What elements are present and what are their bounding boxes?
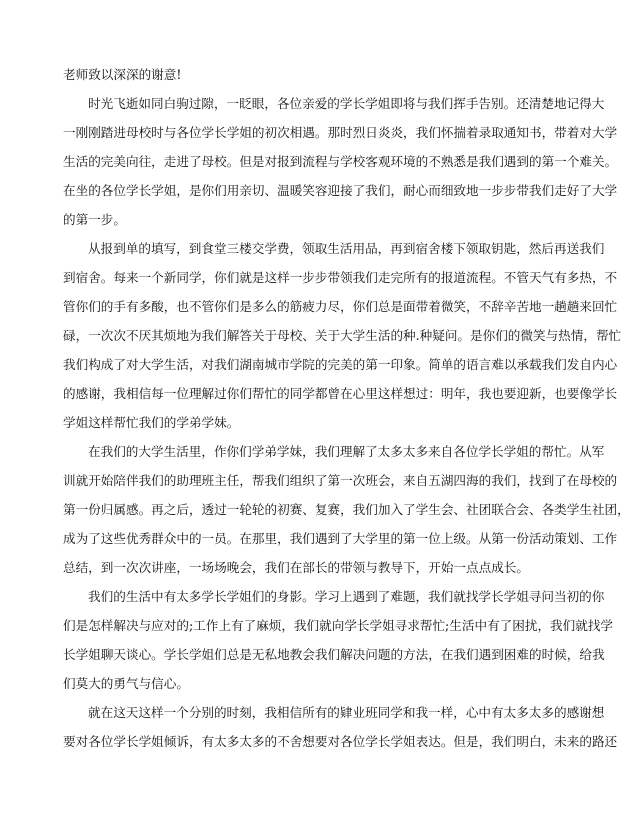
text-line: 管你们的手有多酸，也不管你们是多么的筋疲力尽，你们总是面带着微笑，不辞辛苦地一趟趟来回忙: [63, 299, 618, 314]
text-line: 碌，一次次不厌其烦地为我们解答关于母校、关于大学生活的种.种疑问。是你们的微笑与热情，帮忙: [63, 328, 622, 343]
text-line: 生活的完美向往，走进了母校。但是对报到流程与学校客观环境的不熟悉是我们遇到的第一个难关。: [63, 154, 618, 169]
paragraph-first-line: 就在这天这样一个分别的时刻，我相信所有的肄业班同学和我一样，心中有太多太多的感谢想: [88, 705, 605, 720]
paragraph-first-line: 时光飞逝如同白驹过隙，一眨眼，各位亲爱的学长学姐即将与我们挥手告别。还清楚地记得大: [88, 96, 605, 111]
paragraph-first-line: 我们的生活中有太多学长学姐们的身影。学习上遇到了难题，我们就找学长学姐寻问当初的你: [88, 589, 605, 604]
text-line: 们莫大的勇气与信心。: [63, 676, 189, 691]
text-line: 成为了这些优秀群众中的一员。在那里，我们遇到了大学里的第一位上级。从第一份活动策划、工作: [63, 531, 618, 546]
text-line: 们是怎样解决与应对的;工作上有了麻烦，我们就向学长学姐寻求帮忙;生活中有了困扰，我们就找学: [63, 618, 614, 633]
text-line: 总结，到一次次讲座，一场场晚会，我们在部长的带领与教导下，开始一点点成长。: [63, 560, 529, 575]
text-line: 在坐的各位学长学姐，是你们用亲切、温暖笑容迎接了我们，耐心而细致地一步步带我们走好了大学: [63, 183, 618, 198]
text-line: 的感谢，我相信每一位理解过你们帮忙的同学都曾在心里这样想过：明年，我也要迎新，也要像学长: [63, 386, 618, 401]
text-line: 长学姐聊天谈心。学长学姐们总是无私地教会我们解决问题的方法，在我们遇到困难的时候，给我: [63, 647, 605, 662]
text-line: 学姐这样帮忙我们的学弟学妹。: [63, 415, 240, 430]
text-line: 训就开始陪伴我们的助理班主任，帮我们组织了第一次班会，来自五湖四海的我们，找到了在母校的: [63, 473, 618, 488]
text-line: 我们构成了对大学生活，对我们湖南城市学院的完美的第一印象。简单的语言难以承载我们发自内心: [63, 357, 618, 372]
text-line: 第一份归属感。再之后，透过一轮轮的初赛、复赛，我们加入了学生会、社团联合会、各类学生社团，: [63, 502, 630, 517]
paragraph-first-line: 从报到单的填写，到食堂三楼交学费，领取生活用品，再到宿舍楼下领取钥匙，然后再送我们: [88, 241, 605, 256]
text-line: 要对各位学长学姐倾诉，有太多太多的不舍想要对各位学长学姐表达。但是，我们明白，未来的路还: [63, 734, 618, 749]
text-line: 到宿舍。每来一个新同学，你们就是这样一步步带领我们走完所有的报道流程。不管天气有多热，不: [63, 270, 618, 285]
document-body: [63, 60, 630, 756]
text-line: 的第一步。: [63, 212, 126, 227]
paragraph-first-line: 在我们的大学生活里，作你们学弟学妹，我们理解了太多太多来自各位学长学姐的帮忙。从军: [88, 444, 605, 459]
text-line: 一刚刚踏进母校时与各位学长学姐的初次相遇。那时烈日炎炎，我们怀揣着录取通知书，带着对大学: [63, 125, 618, 140]
text-line: 老师致以深深的谢意!: [63, 67, 182, 82]
